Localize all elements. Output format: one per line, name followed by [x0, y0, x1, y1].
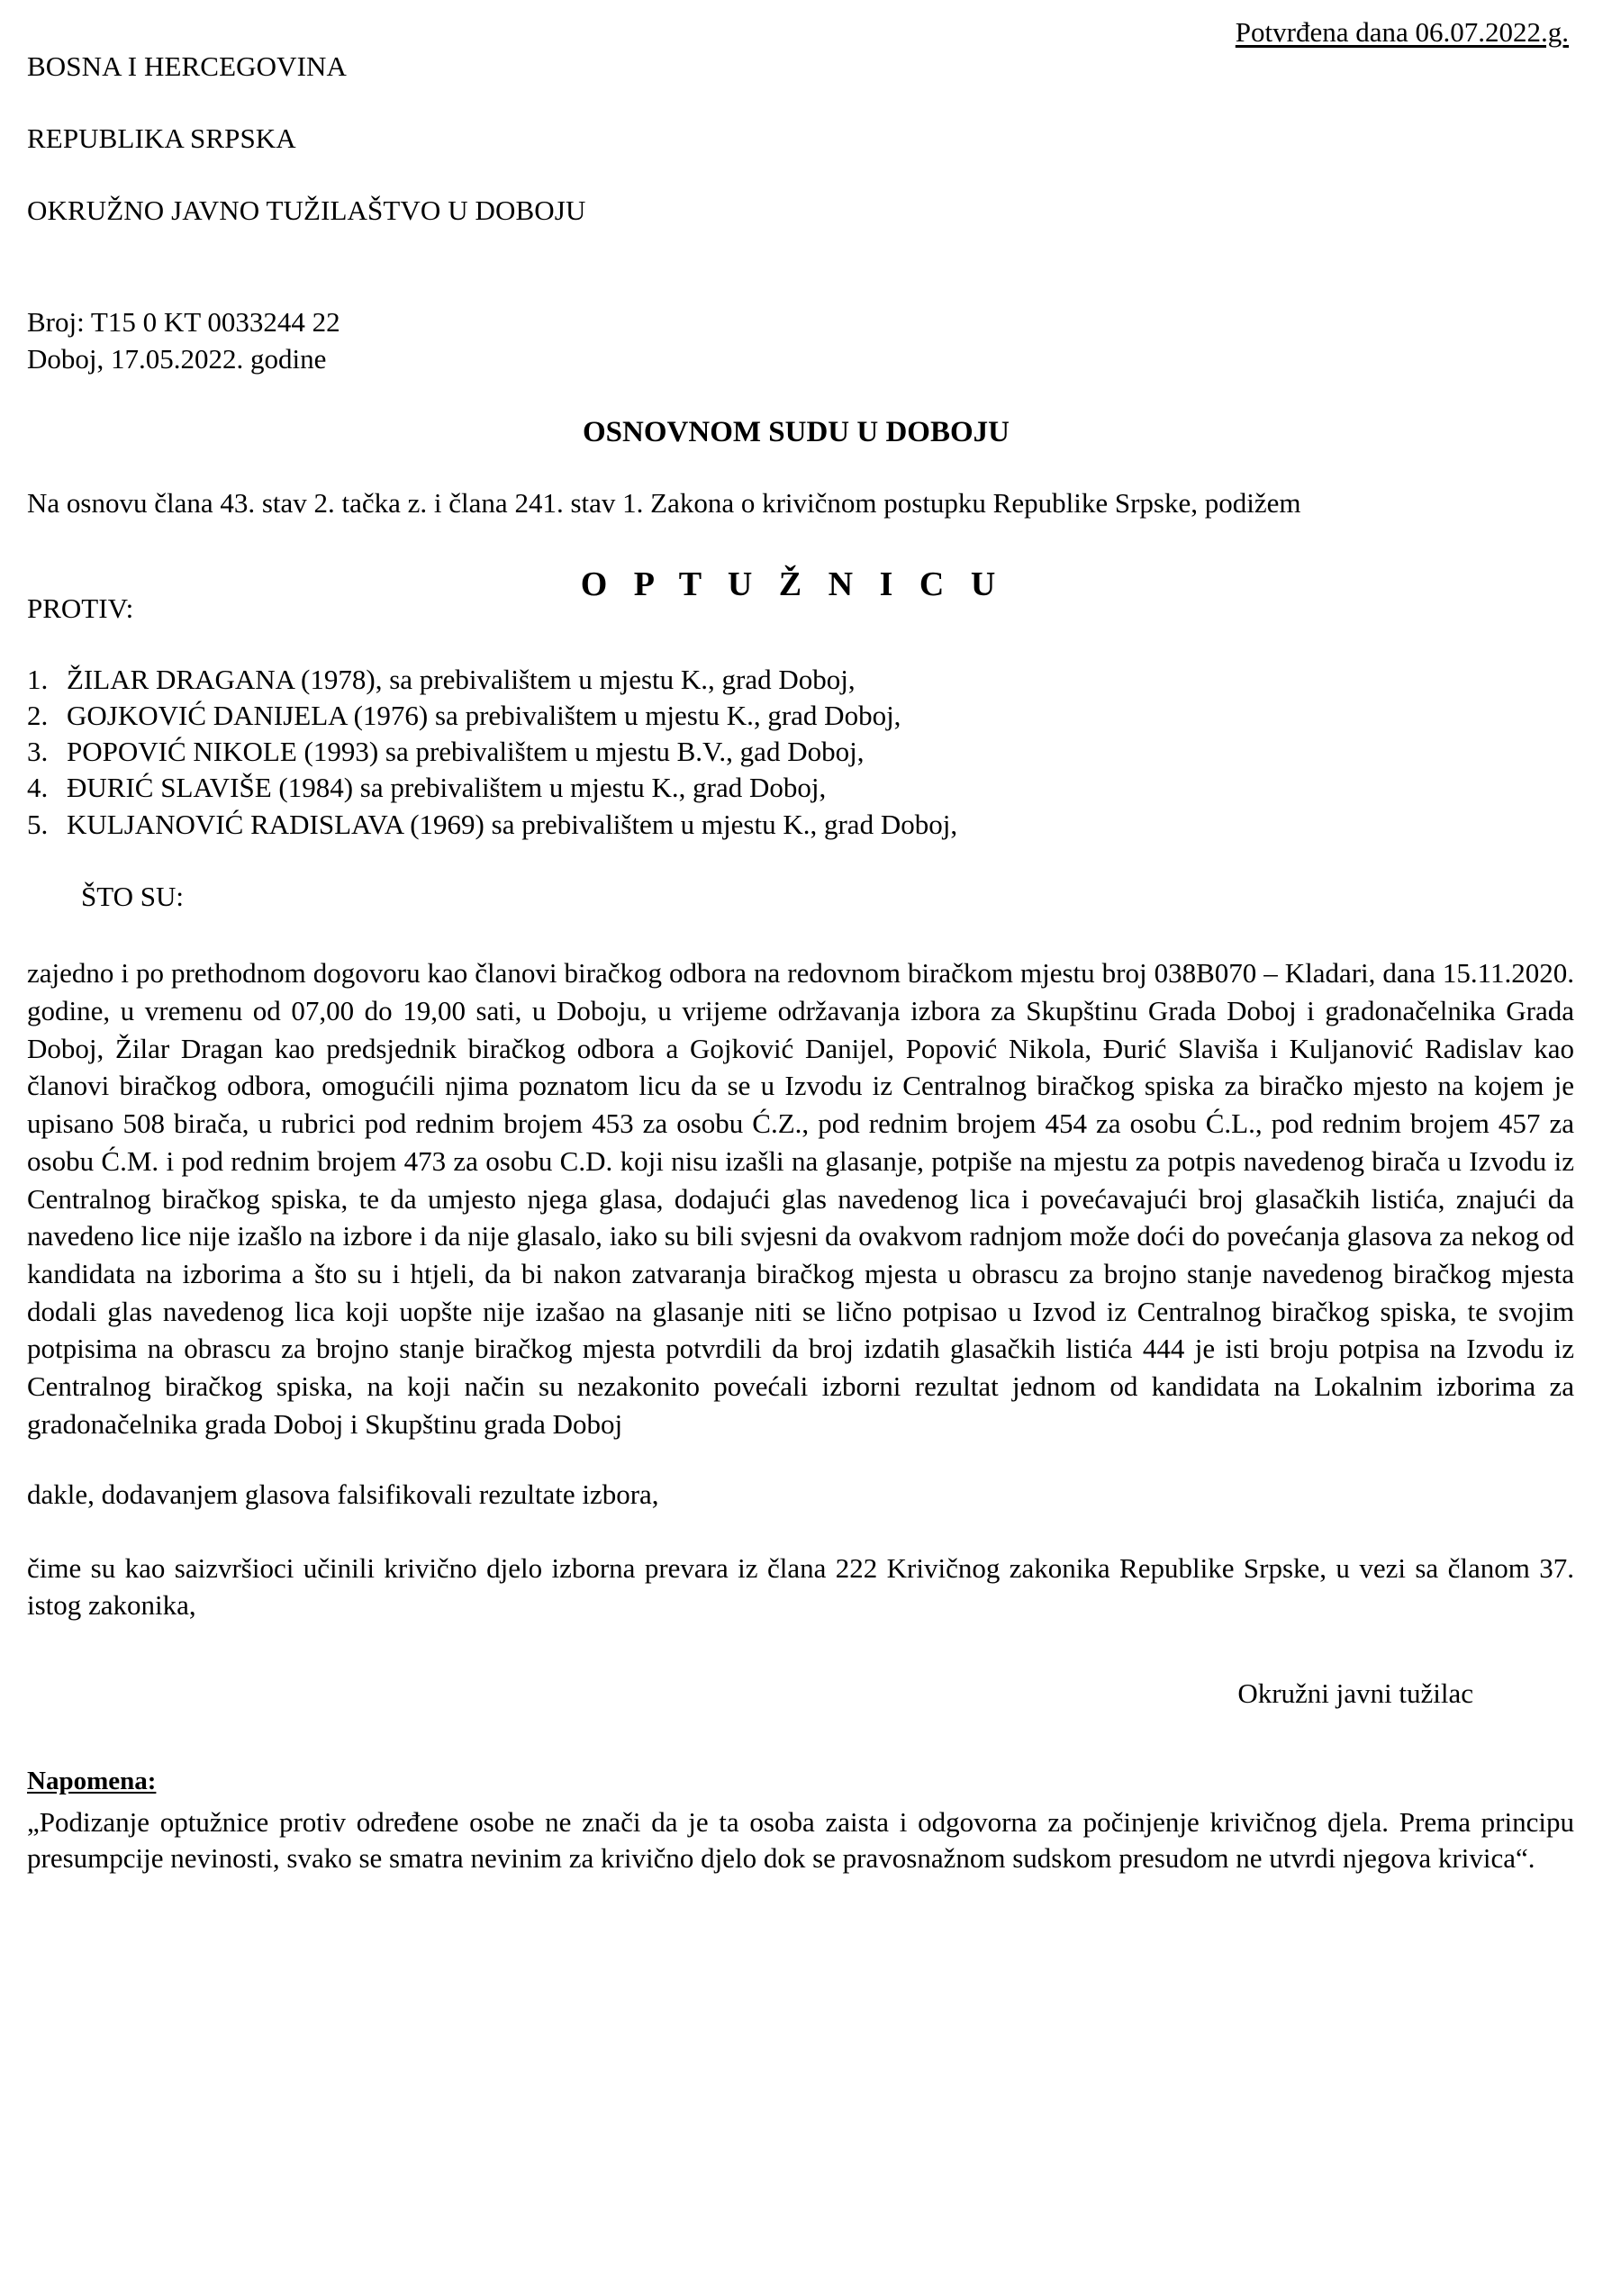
defendant-details: KULJANOVIĆ RADISLAVA (1969) sa prebivalištem u mjestu K., grad Doboj,	[67, 808, 958, 840]
defendant-number: 1.	[27, 663, 49, 695]
place-and-date: Doboj, 17.05.2022. godine	[27, 342, 327, 375]
authority-line-office: OKRUŽNO JAVNO TUŽILAŠTVO U DOBOJU	[27, 194, 586, 227]
addressed-court-heading: OSNOVNOM SUDU U DOBOJU	[583, 415, 1010, 448]
list-item	[27, 770, 1574, 806]
who-did-label: ŠTO SU:	[81, 881, 184, 913]
list-item	[27, 807, 1574, 843]
indictment-body-paragraph: zajedno i po prethodnom dogovoru kao članovi biračkog odbora na redovnom biračkom mjestu broj 038B070 – Kladari, dana 15.11.2020. godine, u vremenu od 07,00 do 19,00 sati, u Doboju, u vrijeme održavanja izbora za Skupštinu Grada Doboj i gradonačelnika Grada Doboj, Žilar Dragan kao predsjednik biračkog odbora a Gojković Danijel, Popović Nikola, Đurić Slaviša i Kuljanović Radislav kao članovi biračkog odbora, omogućili njima poznatom licu da se u Izvodu iz Centralnog biračkog spiska za biračko mjesto na kojem je upisano 508 birača, u rubrici pod rednim brojem 453 za osobu Ć.Z., pod rednim brojem 454 za osobu Ć.L., pod rednim brojem 457 za osobu Ć.M. i pod rednim brojem 473 za osobu C.D. koji nisu izašli na glasanje, potpiše na mjestu za potpis navedenog birača u Izvodu iz Centralnog biračkog spiska, te da umjesto njega glasa, dodajući glas navedenog lica i povećavajući broj glasačkih listića, znajući da navedeno lice nije izašlo na izbore i da nije glasalo, iako su bili svjesni da ovakvom radnjom može doći do povećanja glasova za nekog od kandidata na izborima a što su i htjeli, da bi nakon zatvaranja biračkog mjesta u obrascu za brojno stanje navedenog biračkog mjesta dodali glas navedenog lica koji uopšte nije izašao na glasanje niti se lično potpisao u Izvod iz Centralnog biračkog spiska, te svojim potpisima na obrascu za brojno stanje biračkog mjesta potvrdili da broj izdatih glasačkih listića 444 je isti broju potpisa na Izvodu iz Centralnog biračkog spiska, na koji način su nezakonito povećali izborni rezultat jednom od kandidata na Lokalnim izborima za gradonačelnika grada Doboj i Skupštinu grada Doboj	[27, 957, 1574, 1440]
defendant-number: 2.	[27, 699, 49, 731]
list-item	[27, 662, 1574, 698]
defendant-number: 4.	[27, 772, 49, 804]
legal-basis-paragraph: Na osnovu člana 43. stav 2. tačka z. i člana 241. stav 1. Zakona o krivičnom postupku Republike Srpske, podižem	[27, 486, 1301, 519]
defendant-number: 5.	[27, 808, 49, 840]
defendant-details: POPOVIĆ NIKOLE (1993) sa prebivalištem u mjestu B.V., gad Doboj,	[67, 736, 865, 768]
document-header	[27, 13, 1574, 265]
note-block	[27, 1762, 1574, 1876]
conclusion-paragraph: dakle, dodavanjem glasova falsifikovali rezultate izbora,	[27, 1478, 659, 1511]
defendant-details: ŽILAR DRAGANA (1978), sa prebivalištem u mjestu K., grad Doboj,	[67, 663, 856, 695]
note-text: „Podizanje optužnice protiv određene osobe ne znači da je ta osoba zaista i odgovorna za počinjenje krivičnog djela. Prema principu presumpcije nevinosti, svako se smatra nevinim za krivično djelo dok se pravosnažnom sudskom presudom ne utvrdi njegova krivica“.	[27, 1806, 1574, 1875]
note-label: Napomena:	[27, 1767, 157, 1796]
prosecutor-signature-line: Okružni javni tužilac	[1237, 1677, 1473, 1710]
case-reference-block	[27, 304, 1574, 377]
defendant-details: GOJKOVIĆ DANIJELA (1976) sa prebivalištem u mjestu K., grad Doboj,	[67, 699, 901, 731]
authority-line-entity: REPUBLIKA SRPSKA	[27, 122, 296, 155]
list-item	[27, 734, 1574, 770]
defendant-list	[27, 662, 1574, 843]
case-number: Broj: T15 0 KT 0033244 22	[27, 306, 340, 339]
confirmation-stamp: Potvrđena dana 06.07.2022.g.	[1235, 16, 1569, 48]
issuing-authority-block	[27, 13, 585, 265]
list-item	[27, 698, 1574, 734]
page-title: O P T U Ž N I C U	[580, 565, 1005, 603]
authority-line-country: BOSNA I HERCEGOVINA	[27, 50, 347, 83]
defendant-details: ĐURIĆ SLAVIŠE (1984) sa prebivalištem u mjestu K., grad Doboj,	[67, 772, 827, 804]
defendant-number: 3.	[27, 736, 49, 768]
against-label: PROTIV:	[27, 592, 134, 625]
charge-qualification-paragraph: čime su kao saizvršioci učinili krivično djelo izborna prevara iz člana 222 Krivičnog zakonika Republike Srpske, u vezi sa članom 37. istog zakonika,	[27, 1551, 1574, 1621]
